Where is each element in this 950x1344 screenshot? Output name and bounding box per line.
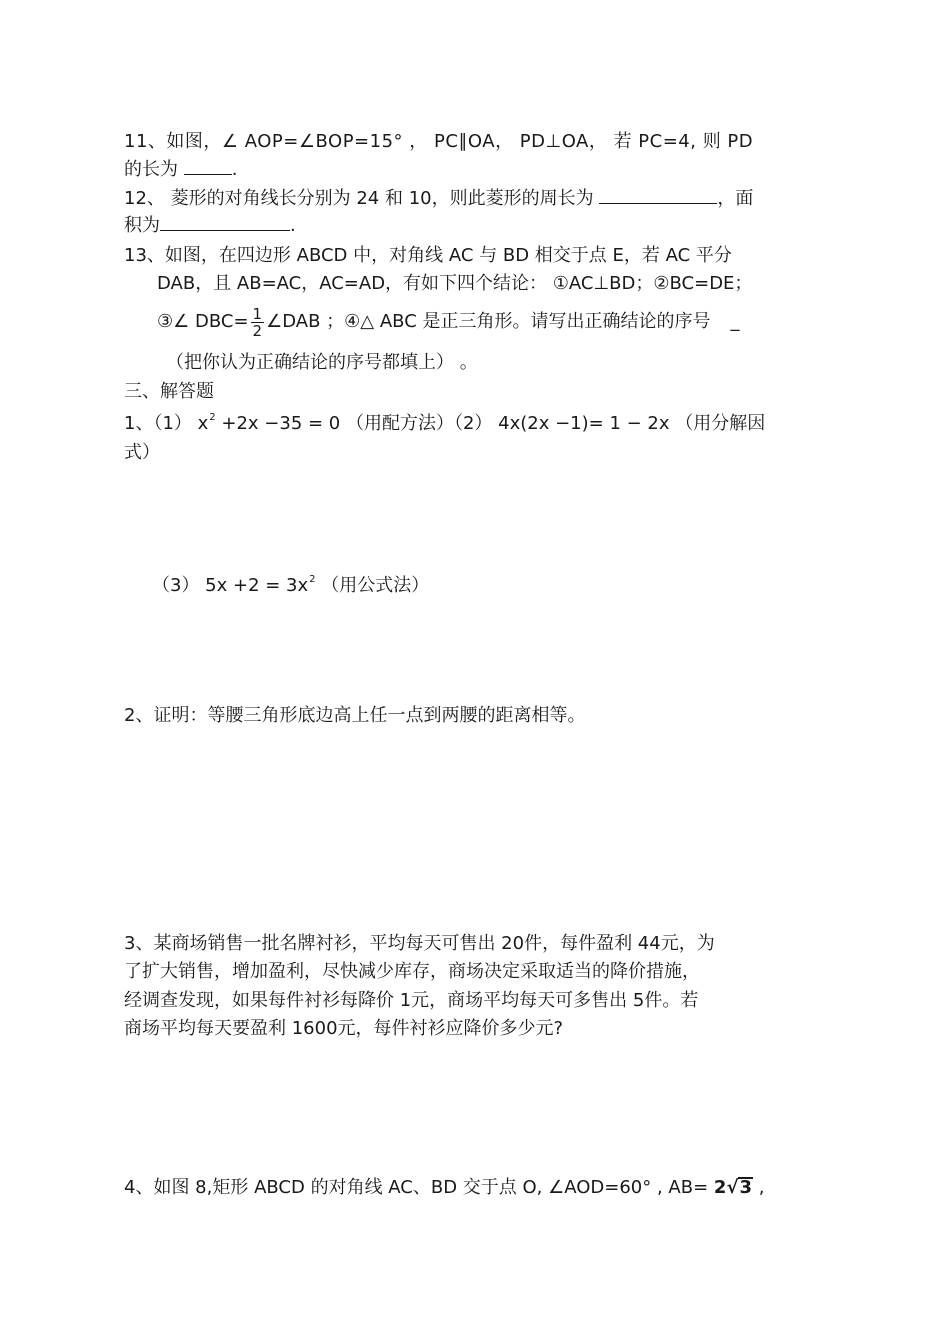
fraction-denominator: 2 [252,321,263,340]
q12-area-blank[interactable] [160,214,290,231]
q12-line1-suffix: ，面 [717,188,754,209]
q13-line1: 13、如图，在四边形 ABCD 中，对角线 AC 与 BD 相交于点 E，若 AC 平分 [124,245,732,266]
sqrt-radicand: 3 [739,1177,752,1198]
q11-line2-suffix: . [231,159,238,180]
p1-eq3-exponent: 2 [309,574,316,585]
q12-line2-suffix: . [290,215,296,236]
p2-text: 2、证明：等腰三角形底边高上任一点到两腰的距离相等。 [124,705,586,726]
p3-line1: 3、某商场销售一批名牌衬衫，平均每天可售出 20件，每件盈利 44元，为 [124,933,715,954]
q13-line3-prefix: ③∠ DBC= [157,311,249,332]
p1-eq3-rest: （用公式法） [315,575,430,596]
q12-line1 [124,187,753,210]
p1-eq3-start: （3） 5x +2 = 3x [152,575,309,596]
q12-line2 [124,214,296,237]
q11-line2 [124,158,237,181]
q13-line3 [157,300,740,344]
sqrt-expression [714,1177,753,1198]
p4-line1 [124,1177,764,1199]
p1-line1 [124,413,765,438]
p1-eq1-exponent: 2 [209,412,216,423]
fraction-one-half [251,306,265,339]
q11-line1: 11、如图，∠ AOP=∠BOP=15° ， PC∥OA， PD⊥OA， 若 PC=4, 则 PD [124,131,754,152]
q12-line1-prefix: 12、 菱形的对角线长分别为 24 和 10，则此菱形的周长为 [124,188,600,209]
p1-eq1-rest: +2x −35 = 0 （用配方法）（2） 4x(2x −1)= 1 − 2x （用分解因 [215,413,766,434]
q13-line4: （把你认为正确结论的序号都填上） 。 [166,352,478,373]
radical-sign: √ [726,1177,739,1198]
q12-perimeter-blank[interactable] [599,187,717,204]
sqrt-coefficient: 2 [713,1177,727,1198]
q11-answer-blank[interactable] [184,158,232,175]
p1-line3 [152,575,429,600]
q13-line3-suffix: ∠DAB ；④△ ABC 是正三角形。请写出正确结论的序号 [266,311,711,332]
p1-eq1-start: 1、（1） x [124,413,209,434]
p4-suffix: , [752,1177,765,1198]
p3-line4: 商场平均每天要盈利 1600元，每件衬衫应降价多少元? [124,1018,564,1039]
p4-prefix: 4、如图 8,矩形 ABCD 的对角线 AC、BD 交于点 O, ∠AOD=60° , AB= [124,1177,714,1198]
q11-line2-prefix: 的长为 [124,159,184,180]
p3-line3: 经调查发现，如果每件衬衫每降价 1元，商场平均每天可多售出 5件。若 [124,990,699,1011]
q12-line2-prefix: 积为 [124,215,160,236]
p3-line2: 了扩大销售，增加盈利，尽快减少库存，商场决定采取适当的降价措施， [124,961,700,982]
q13-answer-blank[interactable]: _ [730,311,740,332]
section-heading: 三、解答题 [124,381,214,402]
fraction-numerator: 1 [252,304,263,323]
q13-line2: DAB，且 AB=AC，AC=AD，有如下四个结论： ①AC⊥BD；②BC=DE； [157,273,753,294]
p1-line2: 式） [124,442,160,463]
